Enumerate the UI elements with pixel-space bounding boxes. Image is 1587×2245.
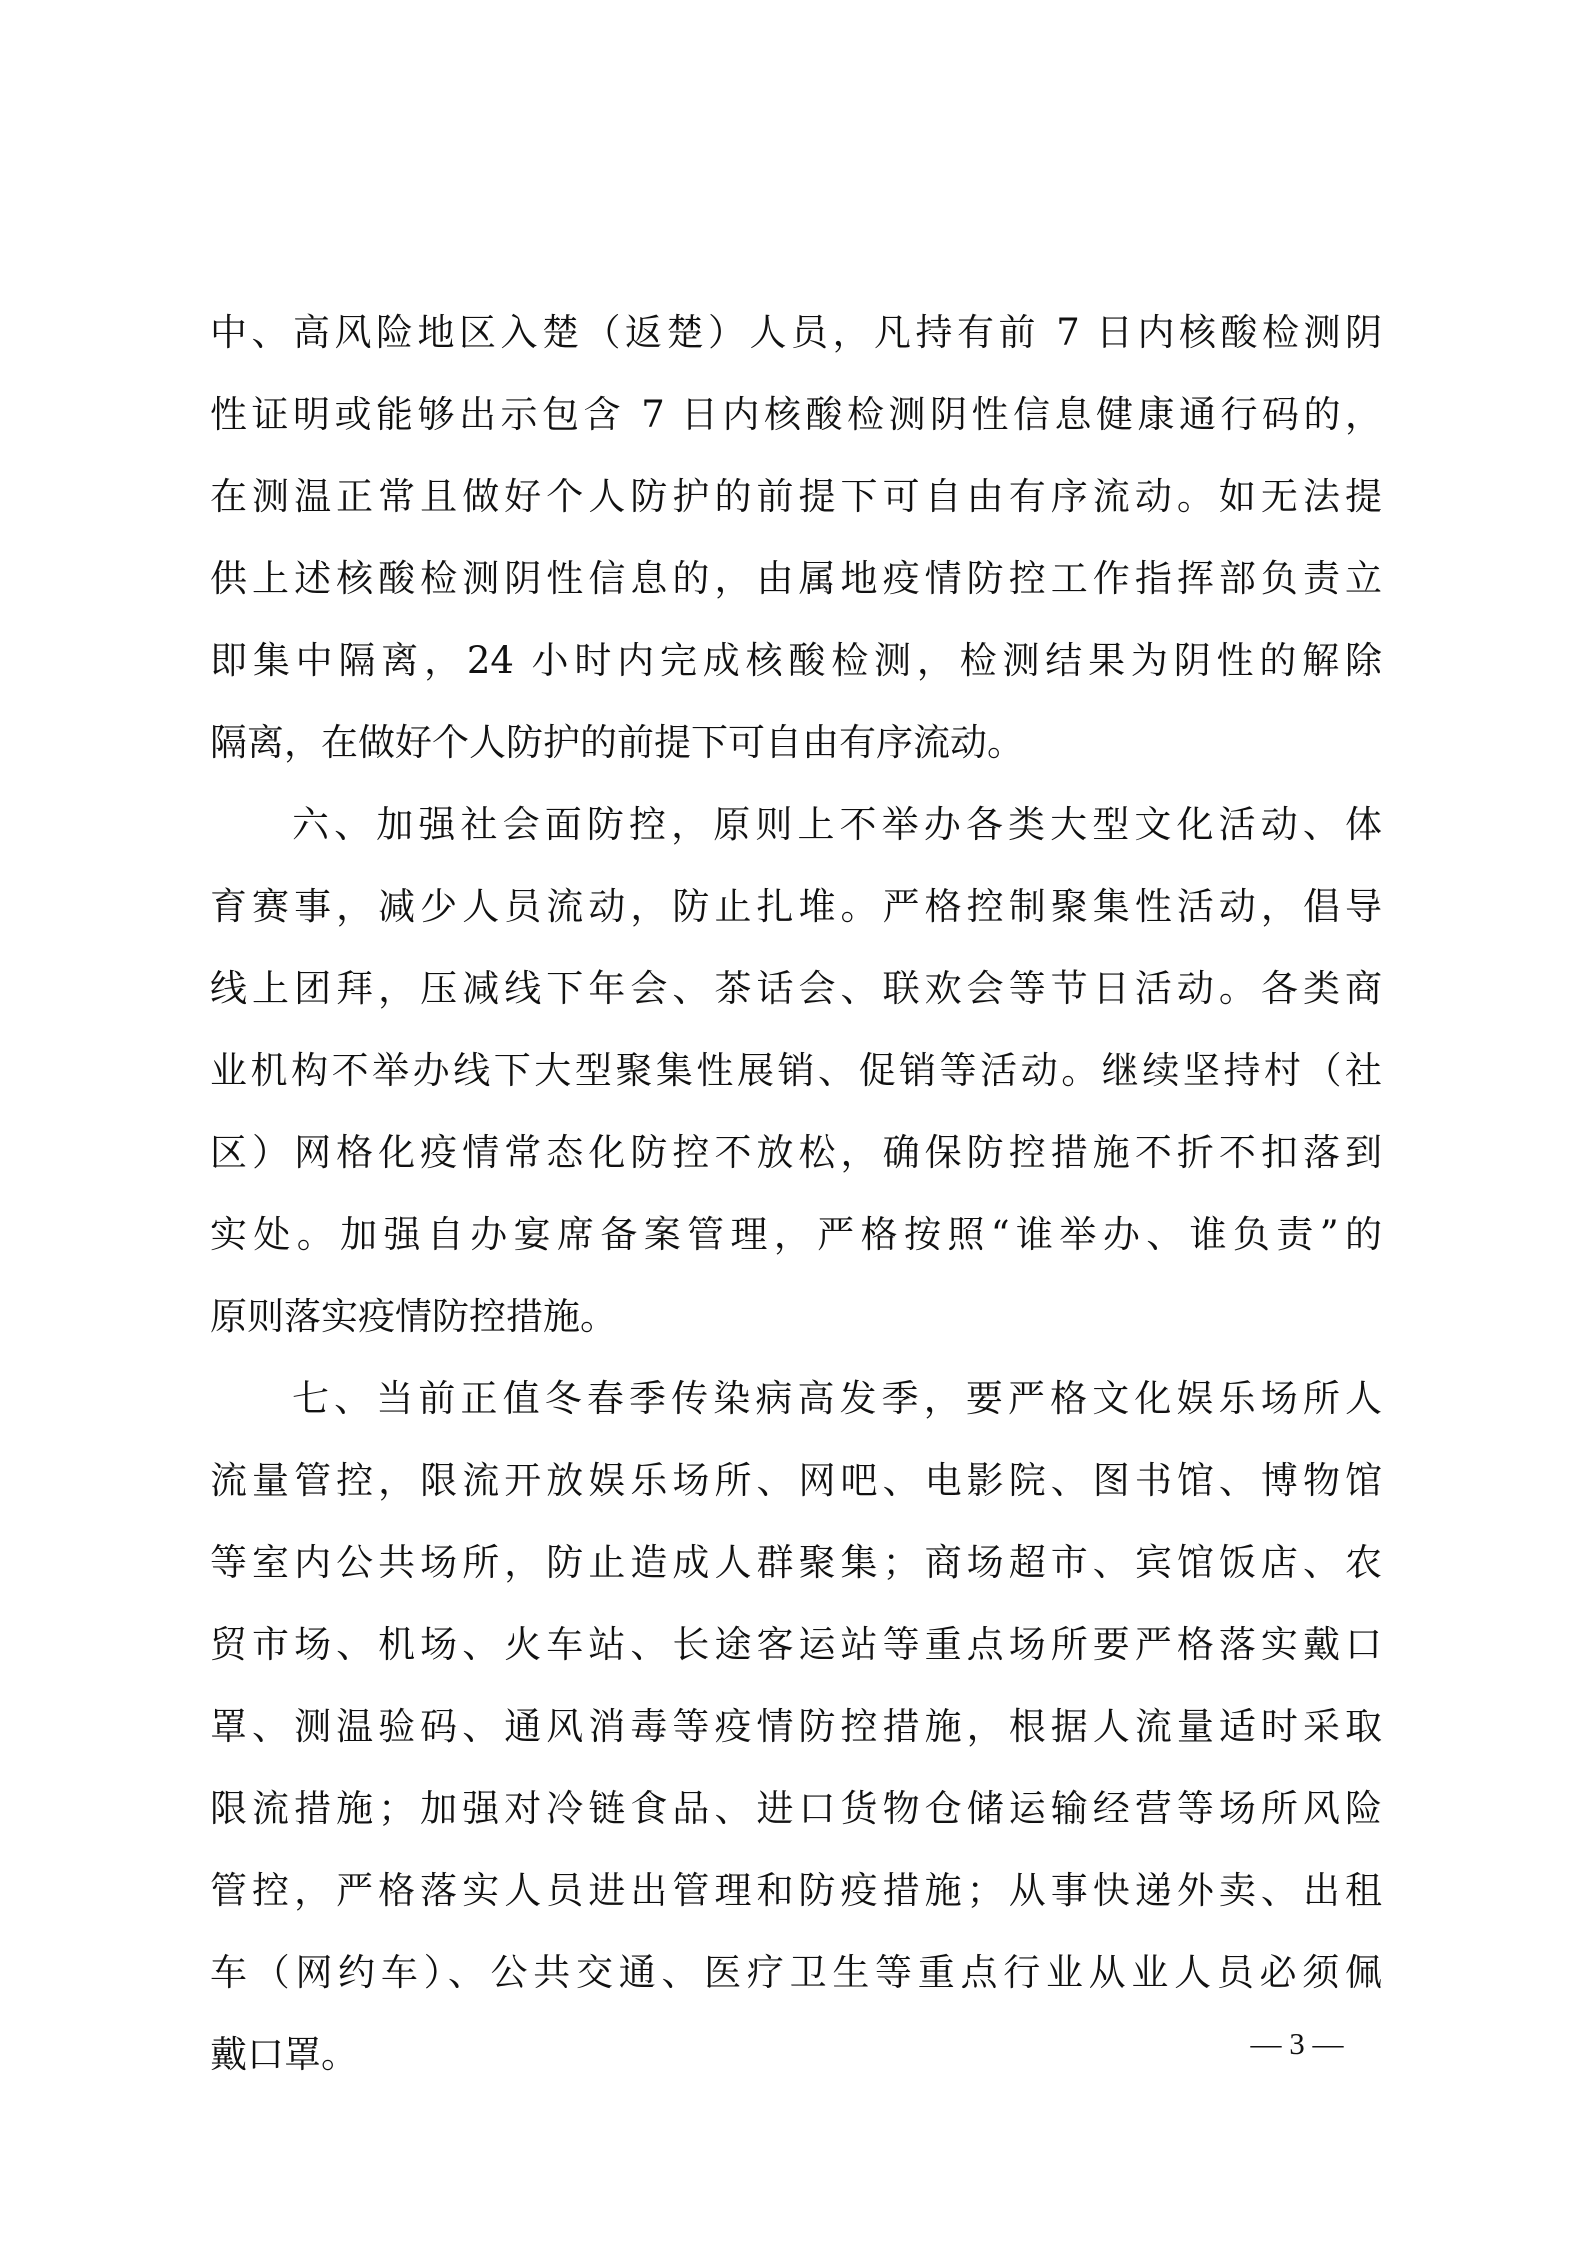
text-line: 七、当前正值冬春季传染病高发季，要严格文化娱乐场所人 <box>292 1377 1382 1420</box>
text-line: 即集中隔离，24 小时内完成核酸检测，检测结果为阴性的解除 <box>210 639 1382 682</box>
text-line: 隔离，在做好个人防护的前提下可自由有序流动。 <box>210 721 1024 764</box>
text-line: 戴口罩。 <box>210 2033 358 2076</box>
text-line: 在测温正常且做好个人防护的前提下可自由有序流动。如无法提 <box>210 475 1382 518</box>
text-line: 原则落实疫情防控措施。 <box>210 1295 617 1338</box>
text-line: 贸市场、机场、火车站、长途客运站等重点场所要严格落实戴口 <box>210 1623 1382 1666</box>
text-line: 车（网约车）、公共交通、医疗卫生等重点行业从业人员必须佩 <box>210 1951 1382 1994</box>
document-body <box>210 292 1382 2096</box>
text-line: 等室内公共场所，防止造成人群聚集；商场超市、宾馆饭店、农 <box>210 1541 1382 1584</box>
text-line: 罩、测温验码、通风消毒等疫情防控措施，根据人流量适时采取 <box>210 1705 1382 1748</box>
text-line: 业机构不举办线下大型聚集性展销、促销等活动。继续坚持村（社 <box>210 1049 1382 1092</box>
text-line: 流量管控，限流开放娱乐场所、网吧、电影院、图书馆、博物馆 <box>210 1459 1382 1502</box>
paragraph-arrival-testing <box>210 292 1382 784</box>
text-line: 育赛事，减少人员流动，防止扎堆。严格控制聚集性活动，倡导 <box>210 885 1382 928</box>
text-line: 供上述核酸检测阴性信息的，由属地疫情防控工作指挥部负责立 <box>210 557 1382 600</box>
text-line: 限流措施；加强对冷链食品、进口货物仓储运输经营等场所风险 <box>210 1787 1382 1830</box>
text-line: 中、高风险地区入楚（返楚）人员，凡持有前 7 日内核酸检测阴 <box>210 311 1382 354</box>
paragraph-item-seven <box>210 1358 1382 2096</box>
text-line: 实处。加强自办宴席备案管理，严格按照“谁举办、谁负责”的 <box>210 1213 1382 1256</box>
text-line: 六、加强社会面防控，原则上不举办各类大型文化活动、体 <box>292 803 1382 846</box>
text-line: 管控，严格落实人员进出管理和防疫措施；从事快递外卖、出租 <box>210 1869 1382 1912</box>
text-line: 区）网格化疫情常态化防控不放松，确保防控措施不折不扣落到 <box>210 1131 1382 1174</box>
text-line: 性证明或能够出示包含 7 日内核酸检测阴性信息健康通行码的， <box>210 393 1382 436</box>
page-number: — 3 — <box>1250 2026 1344 2061</box>
paragraph-item-six <box>210 784 1382 1358</box>
text-line: 线上团拜，压减线下年会、茶话会、联欢会等节日活动。各类商 <box>210 967 1382 1010</box>
